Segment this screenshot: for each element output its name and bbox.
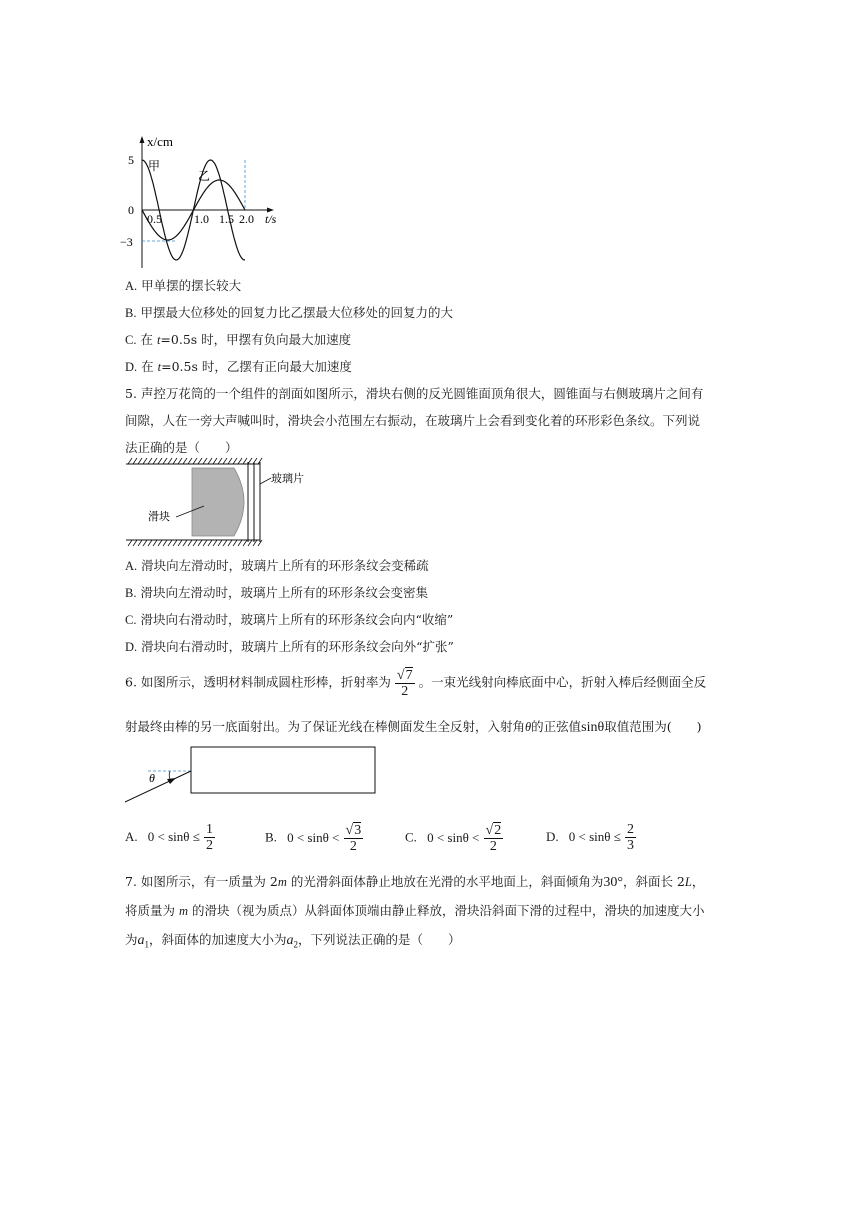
top-wall-hatch: [128, 458, 262, 464]
q5-option-a: A. 滑块向左滑动时，玻璃片上所有的环形条纹会变稀疏: [125, 558, 429, 573]
glass-label: 玻璃片: [271, 473, 304, 485]
hatch-mark: [173, 458, 177, 464]
refractive-index-fraction: $\frac{√7}{2}$: [396, 668, 413, 699]
cylinder-rod: [191, 747, 375, 793]
hatch-mark: [218, 458, 222, 464]
hatch-mark: [238, 540, 242, 546]
hatch-mark: [183, 458, 187, 464]
q5-option-c: C. 滑块向右滑动时，玻璃片上所有的环形条纹会向内“收缩”: [125, 612, 454, 627]
q7-stem-line2: 将质量为 m 的滑块（视为质点）从斜面体顶端由静止释放，滑块沿斜面下滑的过程中，滑块的加速度大小: [125, 903, 705, 918]
hatch-mark: [128, 540, 132, 546]
q6-option-a: A. 0 < sinθ ≤ $\frac{1}{2}$: [125, 822, 214, 853]
hatch-mark: [143, 540, 147, 546]
hatch-mark: [203, 458, 207, 464]
angle-label: θ: [149, 771, 155, 785]
q6-option-b: B. 0 < sinθ < $\frac{√3}{2}$: [265, 823, 362, 854]
q4-option-a: A. 甲单摆的摆长较大: [125, 278, 242, 293]
cylinder-rod-figure: [120, 742, 382, 806]
hatch-mark: [173, 540, 177, 546]
y-tick-0: 0: [128, 203, 134, 217]
curve-label-jia: 甲: [148, 159, 161, 173]
hatch-mark: [133, 540, 137, 546]
hatch-mark: [213, 540, 217, 546]
q6-stem-line1: 6. 如图所示，透明材料制成圆柱形棒，折射率为 $\frac{√7}{2}$ 。一束光线射向棒底面中心，折射入棒后经侧面全反: [125, 668, 707, 699]
hatch-mark: [203, 540, 207, 546]
q6-option-d: D. 0 < sinθ ≤ $\frac{2}{3}$: [546, 822, 635, 853]
hatch-mark: [193, 458, 197, 464]
hatch-mark: [233, 540, 237, 546]
hatch-mark: [153, 458, 157, 464]
hatch-mark: [243, 458, 247, 464]
hatch-mark: [223, 540, 227, 546]
oscillation-graph: [110, 128, 310, 268]
y-tick-minus3: −3: [120, 235, 133, 249]
hatch-mark: [198, 458, 202, 464]
q4-option-c: C. 在 t=0.5s 时，甲摆有负向最大加速度: [125, 332, 352, 347]
hatch-mark: [128, 458, 132, 464]
curve-label-yi: 乙: [198, 169, 211, 183]
x-tick-1.5: 1.5: [219, 212, 234, 226]
q5-option-d: D. 滑块向右滑动时，玻璃片上所有的环形条纹会向外“扩张”: [125, 639, 454, 654]
y-axis-label: x/cm: [147, 134, 173, 149]
ray-arrow: [167, 778, 176, 784]
hatch-mark: [153, 540, 157, 546]
hatch-mark: [248, 458, 252, 464]
hatch-mark: [133, 458, 137, 464]
hatch-mark: [163, 458, 167, 464]
hatch-mark: [208, 458, 212, 464]
hatch-mark: [233, 458, 237, 464]
hatch-mark: [223, 458, 227, 464]
y-tick-5: 5: [128, 153, 134, 167]
y-axis-arrow: [140, 136, 145, 143]
hatch-mark: [148, 540, 152, 546]
hatch-mark: [143, 458, 147, 464]
q6-stem-line2: 射最终由棒的另一底面射出。为了保证光线在棒侧面发生全反射，入射角θ的正弦值sinθ取值范围为( ): [125, 719, 702, 735]
q7-stem-line3: 为$a_1$，斜面体的加速度大小为$a_2$，下列说法正确的是（ ）: [125, 932, 461, 950]
hatch-mark: [238, 458, 242, 464]
hatch-mark: [248, 540, 252, 546]
hatch-mark: [243, 540, 247, 546]
bottom-wall-hatch: [128, 540, 262, 546]
hatch-mark: [228, 540, 232, 546]
q4-option-d: D. 在 t=0.5s 时，乙摆有正向最大加速度: [125, 359, 352, 374]
hatch-mark: [138, 458, 142, 464]
hatch-mark: [183, 540, 187, 546]
hatch-mark: [188, 540, 192, 546]
hatch-mark: [208, 540, 212, 546]
hatch-mark: [178, 458, 182, 464]
x-tick-1.0: 1.0: [194, 212, 209, 226]
hatch-mark: [213, 458, 217, 464]
hatch-mark: [193, 540, 197, 546]
hatch-mark: [178, 540, 182, 546]
hatch-mark: [163, 540, 167, 546]
hatch-mark: [228, 458, 232, 464]
hatch-mark: [158, 458, 162, 464]
incident-ray: [125, 771, 191, 802]
hatch-mark: [198, 540, 202, 546]
hatch-mark: [168, 540, 172, 546]
q5-stem-line2: 间隙，人在一旁大声喊叫时，滑块会小范围左右振动，在玻璃片上会看到变化着的环形彩色条纹。下列说: [125, 413, 701, 428]
hatch-mark: [138, 540, 142, 546]
slider-label: 滑块: [148, 511, 170, 523]
q5-stem-line1: 5. 声控万花筒的一个组件的剖面如图所示，滑块右侧的反光圆锥面顶角很大，圆锥面与右侧玻璃片之间有: [125, 386, 704, 401]
hatch-mark: [218, 540, 222, 546]
glass-leader: [260, 478, 271, 484]
q4-option-b: B. 甲摆最大位移处的回复力比乙摆最大位移处的回复力的大: [125, 305, 453, 320]
slider-block: [192, 468, 244, 536]
q5-stem-line3: 法正确的是（ ）: [125, 440, 238, 455]
hatch-mark: [168, 458, 172, 464]
hatch-mark: [148, 458, 152, 464]
x-axis-label: t/s: [265, 212, 277, 226]
x-tick-2.0: 2.0: [239, 212, 254, 226]
kaleidoscope-figure: [124, 456, 314, 552]
x-tick-0.5: 0.5: [147, 212, 162, 226]
hatch-mark: [158, 540, 162, 546]
hatch-mark: [188, 458, 192, 464]
q5-option-b: B. 滑块向左滑动时，玻璃片上所有的环形条纹会变密集: [125, 585, 428, 600]
q7-stem-line1: 7. 如图所示，有一质量为 2m 的光滑斜面体静止地放在光滑的水平地面上，斜面倾角为30°，斜面长 2L，: [125, 874, 705, 890]
q6-option-c: C. 0 < sinθ < $\frac{√2}{2}$: [405, 823, 502, 854]
